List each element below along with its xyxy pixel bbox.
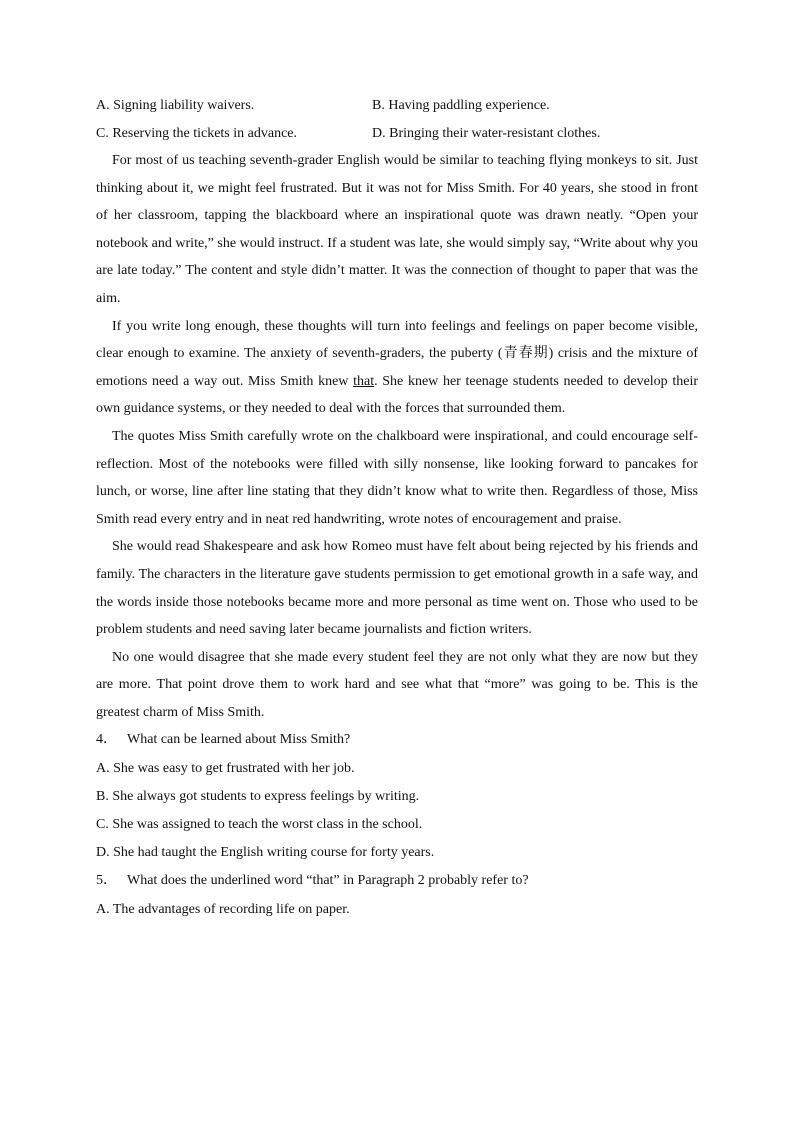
- question-5-number: 5．: [96, 873, 117, 889]
- prev-option-b: B. Having paddling experience.: [372, 98, 550, 113]
- underlined-word-that: that: [353, 373, 375, 389]
- question-4-option-b: B. She always got students to express feelings by writing.: [96, 788, 420, 804]
- question-4-option-c: C. She was assigned to teach the worst class in the school.: [96, 817, 423, 833]
- prev-question-options-row-2: [96, 120, 698, 148]
- passage-paragraph-3: The quotes Miss Smith carefully wrote on the chalkboard were inspirational, and could encourage self-reflection. Most of the notebooks were filled with silly nonsense, like looking forward to pancakes for lunch, or worse, line after line stating that they didn’t know what to write then. Regardless of those, Miss Smith read every entry and in neat red handwriting, wrote notes of encouragement and praise.: [96, 428, 698, 527]
- passage-paragraph-1: For most of us teaching seventh-grader English would be similar to teaching flying monkeys to sit. Just thinking about it, we might feel frustrated. But it was not for Miss Smith. For 40 years, she stood in front of her classroom, tapping the blackboard where an inspirational quote was drawn neatly. “Open your notebook and write,” she would instruct. If a student was late, she would simply say, “Write about why you are late today.” The content and style didn’t matter. It was the connection of thought to paper that was the aim.: [96, 153, 698, 306]
- passage-paragraph-4: She would read Shakespeare and ask how Romeo must have felt about being rejected by his friends and family. The characters in the literature gave students permission to get emotional growth in a safe way, and the words inside those notebooks became more and more personal as time went on. Those who used to be problem students and need saving later became journalists and fiction writers.: [96, 539, 698, 638]
- question-4-option-d: D. She had taught the English writing course for forty years.: [96, 845, 435, 861]
- question-4-option-a: A. She was easy to get frustrated with her job.: [96, 760, 355, 776]
- question-4-stem: [96, 726, 698, 754]
- question-4-number: 4．: [96, 732, 117, 748]
- paragraph-2-text-before: If you write long enough, these thoughts will turn into feelings and feelings on paper become visible, clear enough to examine. The anxiety of seventh-graders, the puberty (青春期) crisis and the mixture of emotions need a way out. Miss Smith knew: [96, 318, 698, 389]
- prev-option-d: D. Bringing their water-resistant clothes.: [372, 125, 601, 141]
- question-5-text: What does the underlined word “that” in Paragraph 2 probably refer to?: [127, 873, 529, 889]
- prev-option-a: A. Signing liability waivers.: [96, 98, 255, 113]
- worksheet-page: [96, 92, 698, 924]
- passage-paragraph-2: [96, 313, 698, 423]
- paragraph-2-text-after: . She knew her teenage students needed to develop their own guidance systems, or they needed to deal with the forces that surrounded them.: [96, 373, 698, 417]
- prev-option-c: C. Reserving the tickets in advance.: [96, 125, 297, 141]
- passage-paragraph-5: No one would disagree that she made every student feel they are not only what they are now but they are more. That point drove them to work hard and see what that “more” was going to be. This is the greatest charm of Miss Smith.: [96, 649, 698, 720]
- prev-question-options-row-1: [96, 92, 698, 120]
- question-5-option-a: A. The advantages of recording life on paper.: [96, 901, 350, 917]
- question-4-text: What can be learned about Miss Smith?: [127, 732, 351, 748]
- question-5-stem: [96, 867, 698, 895]
